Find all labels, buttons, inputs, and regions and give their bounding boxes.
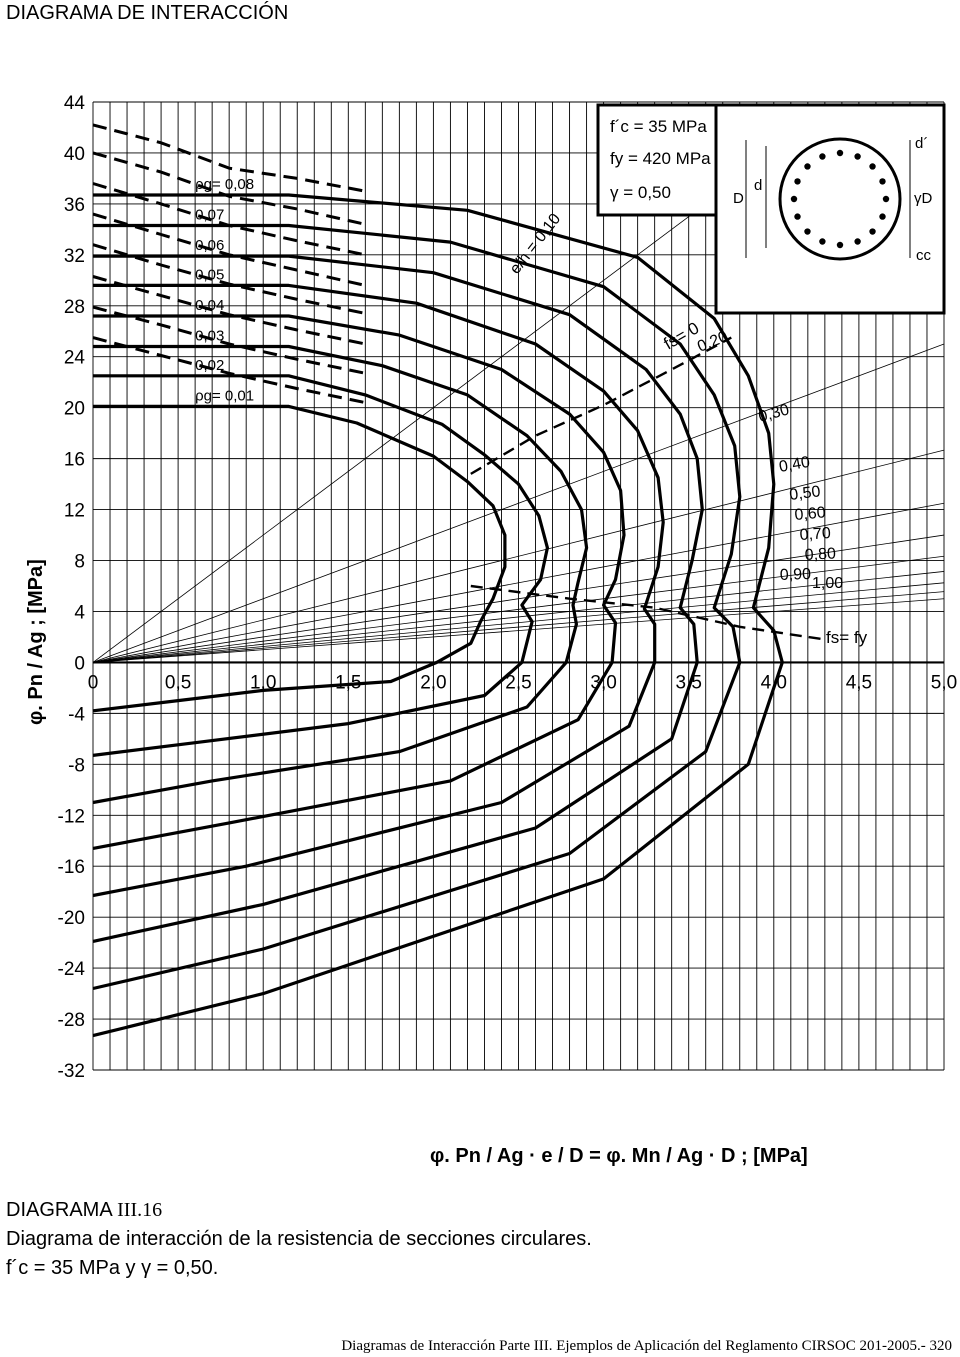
x-tick-label: 1,5	[335, 672, 362, 694]
rebar-dot	[879, 213, 885, 219]
y-tick-label: 24	[63, 347, 85, 369]
y-tick-label: 12	[63, 500, 85, 522]
interaction-curve	[93, 406, 505, 710]
rebar-dot	[804, 163, 810, 169]
rebar-dot	[819, 238, 825, 244]
legend-fy: fy = 420 MPa	[610, 149, 711, 168]
x-tick-label: 0,5	[164, 672, 192, 694]
y-axis-label-text: φ. Pn / Ag ; [MPa]	[25, 559, 47, 725]
eccentricity-label: 1,00	[812, 575, 844, 592]
rebar-dot	[869, 163, 875, 169]
y-tick-label: 36	[63, 194, 85, 216]
x-tick-label: 4,5	[845, 672, 873, 694]
rho-label: 0,06	[195, 237, 225, 255]
eccentricity-label: e/h = 0,10	[506, 210, 565, 278]
interaction-curve	[93, 256, 702, 941]
y-tick-label: -12	[57, 806, 85, 828]
page-title: DIAGRAMA DE INTERACCIÓN	[6, 2, 289, 24]
caption-y: y	[125, 1257, 136, 1279]
rebar-dot	[854, 238, 860, 244]
rebar-dot	[837, 150, 843, 156]
interaction-curve	[93, 316, 624, 848]
label-fs0: fs= 0	[660, 318, 703, 354]
eccentricity-label: 0,30	[756, 401, 792, 426]
interaction-curve	[93, 347, 587, 803]
rebar-dot	[794, 213, 800, 219]
y-tick-label: 4	[74, 602, 85, 624]
rebar-dot	[854, 153, 860, 159]
eccentricity-label: 0,90	[779, 565, 812, 584]
eccentricity-label: 0,80	[804, 545, 837, 564]
x-tick-label: 3,0	[590, 672, 617, 694]
x-tick-label: 0	[87, 672, 99, 694]
rho-label: ρg= 0,01	[195, 387, 255, 405]
x-tick-label: 2,5	[505, 672, 532, 694]
y-tick-label: 0	[74, 653, 85, 675]
caption-description: Diagrama de interacción de la resistencia de secciones circulares.	[6, 1228, 592, 1250]
y-tick-label: 28	[63, 296, 85, 318]
rho-label: ρg= 0,08	[195, 175, 255, 193]
eccentricity-label: 0,70	[799, 524, 832, 544]
caption-number-value: III.16	[117, 1199, 163, 1221]
rho-label: 0,02	[195, 356, 225, 374]
x-tick-label: 2,0	[420, 672, 447, 694]
y-tick-label: -28	[57, 1010, 85, 1032]
x-tick-label: 1,0	[249, 672, 277, 694]
interaction-curve	[93, 195, 782, 1036]
rebar-dot	[869, 228, 875, 234]
y-axis-label	[0, 520, 60, 730]
interaction-chart	[0, 80, 960, 1090]
legend-box	[598, 105, 716, 215]
rebar-dot	[794, 178, 800, 184]
y-tick-label: 44	[63, 93, 85, 114]
y-tick-label: 32	[63, 245, 85, 267]
x-axis-label-text: φ. Pn / Ag · e / D = φ. Mn / Ag · D ; [MPa]	[430, 1145, 808, 1167]
label-D: D	[733, 190, 744, 207]
y-tick-label: -20	[57, 908, 85, 930]
caption-gamma: γ = 0,50.	[141, 1257, 219, 1279]
label-d: d	[754, 177, 763, 194]
section-diagram	[716, 105, 944, 313]
rebar-dot	[837, 242, 843, 248]
caption-number-prefix: DIAGRAMA	[6, 1199, 112, 1221]
caption-params	[6, 1254, 592, 1283]
eccentricity-label: 0,40	[777, 453, 812, 476]
rebar-dot	[791, 196, 797, 202]
legend-gamma: γ = 0,50	[610, 183, 671, 202]
x-tick-label: 5,0	[930, 672, 958, 694]
rebar-dot	[883, 196, 889, 202]
y-tick-label: 16	[63, 449, 85, 471]
rho-label: 0,07	[195, 206, 225, 224]
label-gammaD: γD	[914, 190, 933, 207]
footer: Diagramas de Interacción Parte III. Ejemplos de Aplicación del Reglamento CIRSOC 201-2005.- 320	[341, 1338, 952, 1354]
rebar-dot	[804, 228, 810, 234]
x-tick-label: 3,5	[675, 672, 702, 694]
y-tick-label: 40	[63, 143, 85, 165]
rebar-dot	[819, 153, 825, 159]
label-cc: cc	[916, 247, 931, 264]
caption-number	[6, 1196, 592, 1225]
y-tick-label: -16	[57, 857, 85, 879]
x-tick-label: 4,0	[760, 672, 788, 694]
label-d-prime: d´	[915, 135, 929, 152]
label-fsfy: fs= fy	[826, 628, 868, 647]
y-tick-label: 20	[63, 398, 85, 420]
caption-fc: f´c = 35 MPa	[6, 1257, 120, 1279]
rho-label: 0,05	[195, 266, 225, 284]
eccentricity-label: 0,50	[788, 483, 822, 504]
caption	[6, 1196, 592, 1283]
y-tick-label: 8	[74, 551, 85, 573]
x-axis-label	[430, 1118, 808, 1188]
rho-label: 0,03	[195, 327, 225, 345]
rebar-dot	[879, 178, 885, 184]
eccentricity-label: 0,60	[793, 504, 827, 524]
y-tick-label: -4	[68, 704, 85, 726]
y-tick-label: -32	[57, 1061, 85, 1082]
eccentricity-label: 0,20	[695, 328, 731, 356]
fs0-line	[471, 338, 732, 474]
y-tick-label: -8	[68, 755, 85, 777]
y-tick-label: -24	[57, 959, 85, 981]
rho-label: 0,04	[195, 296, 225, 314]
legend-fc: f´c = 35 MPa	[610, 117, 707, 136]
